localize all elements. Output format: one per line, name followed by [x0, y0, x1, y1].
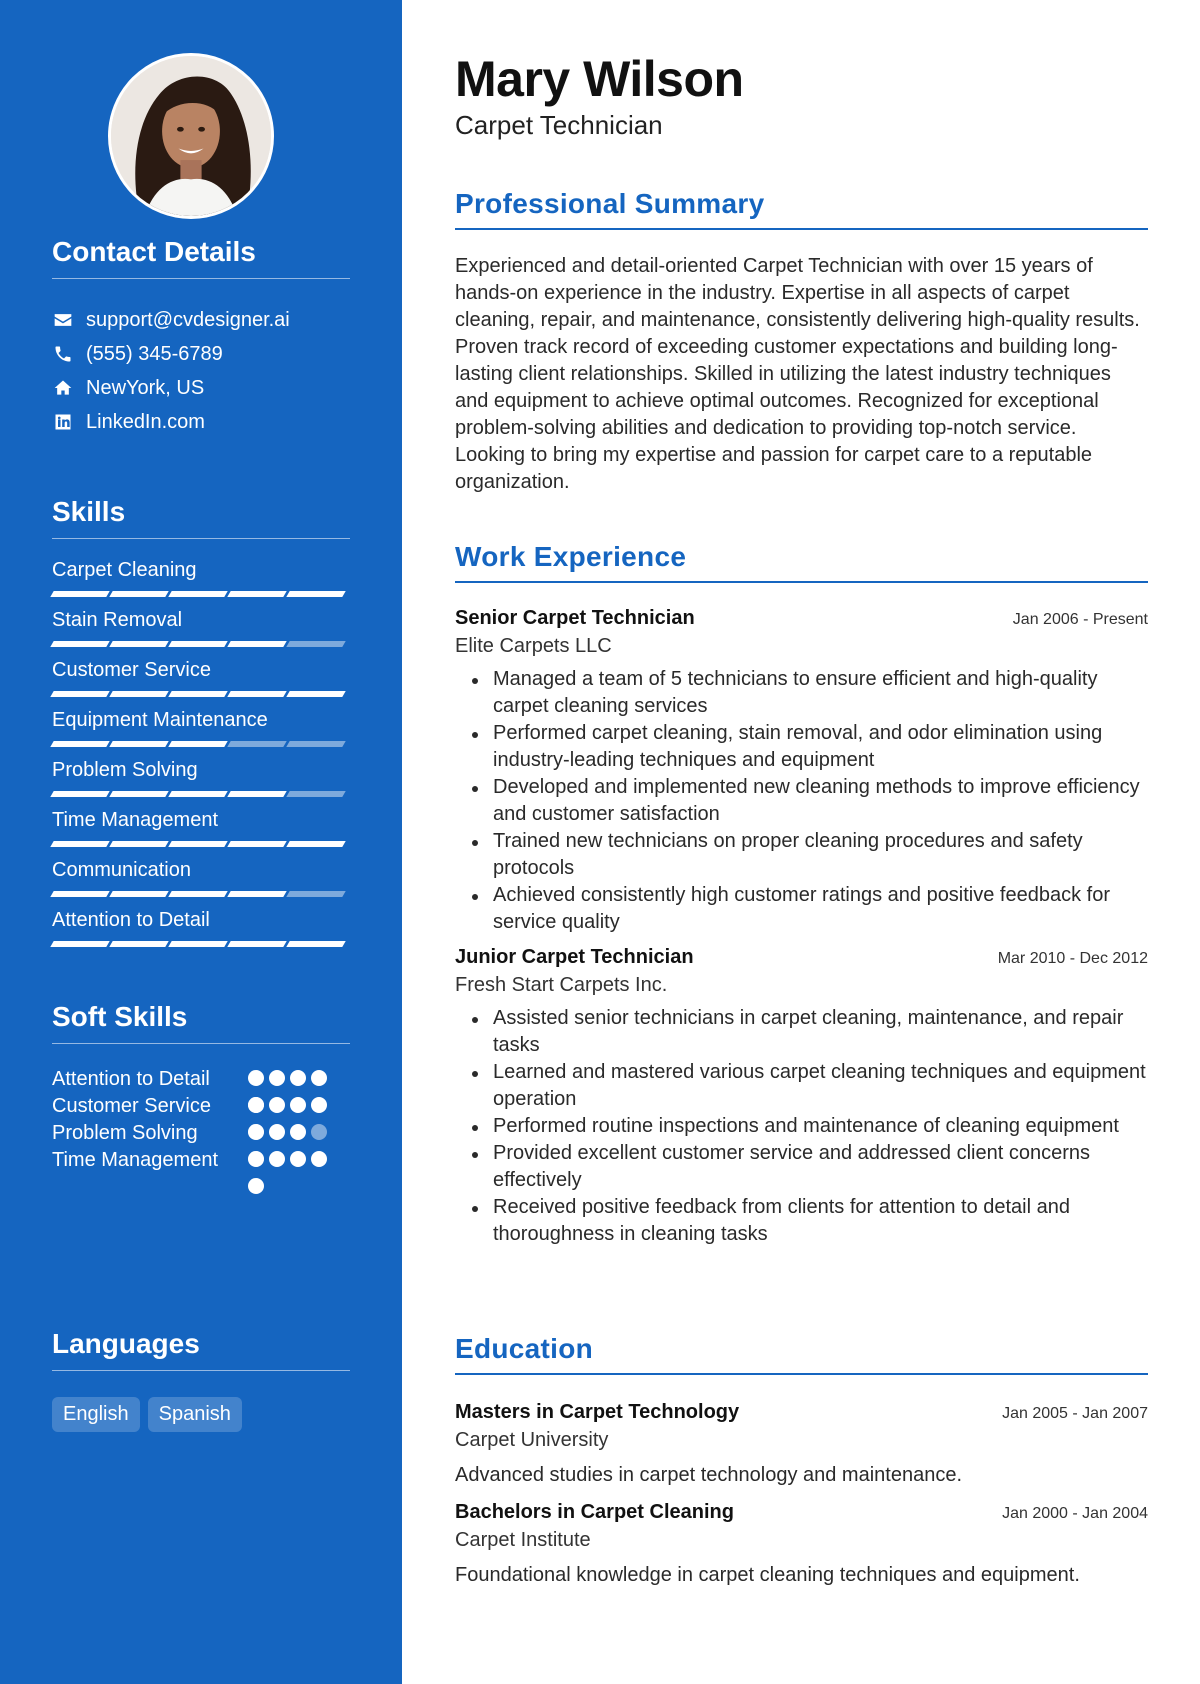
skill-segment-filled — [168, 891, 227, 897]
job-bullet: Trained new technicians on proper cleaning procedures and safety protocols — [455, 828, 1148, 882]
skill-item — [52, 857, 350, 907]
degree-title: Bachelors in Carpet Cleaning — [455, 1501, 734, 1523]
candidate-role: Carpet Technician — [455, 110, 663, 140]
soft-skill-item — [52, 1147, 350, 1174]
education-section — [455, 1333, 1148, 1587]
contact-email[interactable] — [52, 303, 350, 337]
skill-segment-filled — [168, 691, 227, 697]
candidate-name: Mary Wilson — [455, 51, 744, 107]
summary-title: Professional Summary — [455, 188, 1148, 230]
education-title: Education — [455, 1333, 1148, 1375]
skill-label: Equipment Maintenance — [52, 709, 268, 731]
job-bullets — [455, 666, 1148, 936]
job-bullet: Learned and mastered various carpet cleaning techniques and equipment operation — [455, 1059, 1148, 1113]
job-bullet: Provided excellent customer service and addressed client concerns effectively — [455, 1140, 1148, 1194]
skill-segment-filled — [50, 791, 109, 797]
languages-list — [52, 1397, 350, 1432]
job-dates: Jan 2006 - Present — [1012, 611, 1148, 628]
skill-segment-filled — [109, 741, 168, 747]
soft-skill-label: Time Management — [52, 1149, 218, 1171]
rating-dot-filled — [248, 1070, 264, 1086]
rating-dot-filled — [290, 1070, 306, 1086]
job-company: Fresh Start Carpets Inc. — [455, 974, 668, 996]
rating-dot-filled — [269, 1124, 285, 1140]
soft-skills-list — [52, 1066, 350, 1174]
rating-dot-filled — [269, 1151, 285, 1167]
skill-segment-filled — [227, 841, 286, 847]
skill-segment-empty — [286, 741, 345, 747]
skill-segment-filled — [227, 891, 286, 897]
skill-segment-filled — [109, 641, 168, 647]
skill-segment-filled — [168, 591, 227, 597]
skill-segment-filled — [50, 941, 109, 947]
skill-segment-filled — [286, 691, 345, 697]
skills-title: Skills — [52, 496, 350, 539]
rating-dot-filled — [290, 1097, 306, 1113]
skill-label: Customer Service — [52, 659, 211, 681]
skill-level-bar — [52, 691, 350, 697]
summary-section — [455, 188, 1148, 496]
rating-dot-filled — [248, 1151, 264, 1167]
school-name: Carpet Institute — [455, 1529, 591, 1551]
languages-section — [52, 1328, 350, 1432]
skill-segment-filled — [227, 691, 286, 697]
skill-segment-empty — [286, 891, 345, 897]
soft-skill-item — [52, 1120, 350, 1147]
skill-level-bar — [52, 941, 350, 947]
experience-section — [455, 541, 1148, 1248]
avatar — [108, 53, 274, 219]
skill-segment-filled — [109, 591, 168, 597]
contact-linkedin-text: LinkedIn.com — [86, 410, 205, 433]
soft-skills-title: Soft Skills — [52, 1001, 350, 1044]
skill-segment-filled — [50, 841, 109, 847]
skill-item — [52, 707, 350, 757]
skill-item — [52, 557, 350, 607]
job-bullet: Developed and implemented new cleaning methods to improve efficiency and customer satisfaction — [455, 774, 1148, 828]
job-dates: Mar 2010 - Dec 2012 — [997, 950, 1148, 967]
job-title: Senior Carpet Technician — [455, 607, 695, 629]
skill-segment-empty — [286, 641, 345, 647]
skill-level-bar — [52, 791, 350, 797]
skill-item — [52, 807, 350, 857]
job-bullets — [455, 1005, 1148, 1248]
education-entry — [455, 1501, 1148, 1587]
skills-section — [52, 496, 350, 957]
skill-segment-filled — [286, 841, 345, 847]
sidebar — [0, 0, 402, 1684]
skill-item — [52, 757, 350, 807]
skill-segment-filled — [227, 641, 286, 647]
skill-segment-filled — [109, 841, 168, 847]
skill-segment-filled — [109, 891, 168, 897]
skill-segment-filled — [286, 941, 345, 947]
language-tag: Spanish — [148, 1397, 242, 1432]
skill-segment-filled — [227, 791, 286, 797]
rating-dot-filled — [311, 1151, 327, 1167]
soft-skill-label: Customer Service — [52, 1095, 211, 1117]
skill-label: Time Management — [52, 809, 218, 831]
soft-skill-item — [52, 1066, 350, 1093]
summary-text: Experienced and detail-oriented Carpet Technician with over 15 years of hands-on experience in the industry. Expertise in all aspects of carpet cleaning, repair, and maintenance, consistently delivering high-quality results. Proven track record of exceeding customer expectations and building long-lasting client relationships. Skilled in utilizing the latest industry techniques and equipment to achieve optimal outcomes. Recognized for exceptional problem-solving abilities and dedication to providing top-notch service. Looking to bring my expertise and passion for carpet care to a reputable organization. — [455, 255, 1140, 493]
skill-label: Stain Removal — [52, 609, 183, 631]
skill-segment-filled — [168, 941, 227, 947]
skill-segment-empty — [286, 791, 345, 797]
rating-dot-filled — [290, 1151, 306, 1167]
contact-location — [52, 371, 350, 405]
job-entry — [455, 946, 1148, 1248]
skill-segment-filled — [109, 941, 168, 947]
skill-segment-filled — [168, 741, 227, 747]
skill-segment-filled — [286, 591, 345, 597]
skill-segment-empty — [227, 741, 286, 747]
skill-level-bar — [52, 841, 350, 847]
skill-segment-filled — [168, 791, 227, 797]
skill-label: Communication — [52, 859, 191, 881]
contact-list — [52, 303, 350, 439]
skill-level-bar — [52, 741, 350, 747]
job-bullet: Achieved consistently high customer ratings and positive feedback for service quality — [455, 882, 1148, 936]
skill-segment-filled — [168, 841, 227, 847]
experience-title: Work Experience — [455, 541, 1148, 583]
job-bullet: Managed a team of 5 technicians to ensure efficient and high-quality carpet cleaning services — [455, 666, 1148, 720]
contact-section — [52, 236, 350, 439]
school-name: Carpet University — [455, 1429, 609, 1451]
skill-segment-filled — [50, 741, 109, 747]
skill-item — [52, 607, 350, 657]
soft-skill-label: Problem Solving — [52, 1122, 198, 1144]
skill-label: Attention to Detail — [52, 909, 210, 931]
skill-level-bar — [52, 641, 350, 647]
education-entry — [455, 1401, 1148, 1487]
skill-segment-filled — [109, 691, 168, 697]
rating-dot-filled — [248, 1124, 264, 1140]
skill-segment-filled — [50, 891, 109, 897]
soft-skills-section — [52, 1001, 350, 1174]
degree-title: Masters in Carpet Technology — [455, 1401, 740, 1423]
job-title: Junior Carpet Technician — [455, 946, 694, 968]
contact-location-text: NewYork, US — [86, 376, 205, 399]
job-entry — [455, 607, 1148, 936]
language-tag: English — [52, 1397, 140, 1432]
skill-segment-filled — [50, 591, 109, 597]
education-dates: Jan 2005 - Jan 2007 — [1002, 1405, 1148, 1422]
job-bullet: Received positive feedback from clients for attention to detail and thoroughness in cleaning tasks — [455, 1194, 1148, 1248]
skill-level-bar — [52, 591, 350, 597]
rating-dot-filled — [311, 1070, 327, 1086]
contact-linkedin[interactable] — [52, 405, 350, 439]
rating-dot-filled — [248, 1178, 264, 1194]
rating-dot-filled — [248, 1097, 264, 1113]
phone-icon — [52, 343, 74, 365]
soft-skill-label: Attention to Detail — [52, 1068, 210, 1090]
rating-dot-empty — [311, 1124, 327, 1140]
rating-dot-filled — [311, 1097, 327, 1113]
rating-dot-filled — [269, 1070, 285, 1086]
education-description: Foundational knowledge in carpet cleaning techniques and equipment. — [455, 1564, 1080, 1586]
education-dates: Jan 2000 - Jan 2004 — [1002, 1505, 1148, 1522]
contact-title: Contact Details — [52, 236, 350, 279]
rating-dot-filled — [269, 1097, 285, 1113]
skill-item — [52, 657, 350, 707]
languages-title: Languages — [52, 1328, 350, 1371]
skill-label: Carpet Cleaning — [52, 559, 197, 581]
job-bullet: Performed carpet cleaning, stain removal, and odor elimination using industry-leading techniques and equipment — [455, 720, 1148, 774]
skill-segment-filled — [168, 641, 227, 647]
job-company: Elite Carpets LLC — [455, 635, 612, 657]
skill-level-bar — [52, 891, 350, 897]
job-bullet: Performed routine inspections and maintenance of cleaning equipment — [455, 1113, 1148, 1140]
contact-phone[interactable] — [52, 337, 350, 371]
skill-item — [52, 907, 350, 957]
profile-photo — [111, 56, 271, 216]
soft-skill-rating — [248, 1151, 340, 1194]
skill-segment-filled — [109, 791, 168, 797]
skill-label: Problem Solving — [52, 759, 198, 781]
skill-segment-filled — [50, 691, 109, 697]
skill-segment-filled — [50, 641, 109, 647]
skill-segment-filled — [227, 591, 286, 597]
home-icon — [52, 377, 74, 399]
envelope-icon — [52, 309, 74, 331]
education-description: Advanced studies in carpet technology and maintenance. — [455, 1464, 963, 1486]
contact-phone-text: (555) 345-6789 — [86, 342, 223, 365]
rating-dot-filled — [290, 1124, 306, 1140]
job-bullet: Assisted senior technicians in carpet cleaning, maintenance, and repair tasks — [455, 1005, 1148, 1059]
soft-skill-item — [52, 1093, 350, 1120]
skill-segment-filled — [227, 941, 286, 947]
linkedin-icon — [52, 411, 74, 433]
skills-list — [52, 557, 350, 957]
contact-email-text: support@cvdesigner.ai — [86, 308, 290, 331]
